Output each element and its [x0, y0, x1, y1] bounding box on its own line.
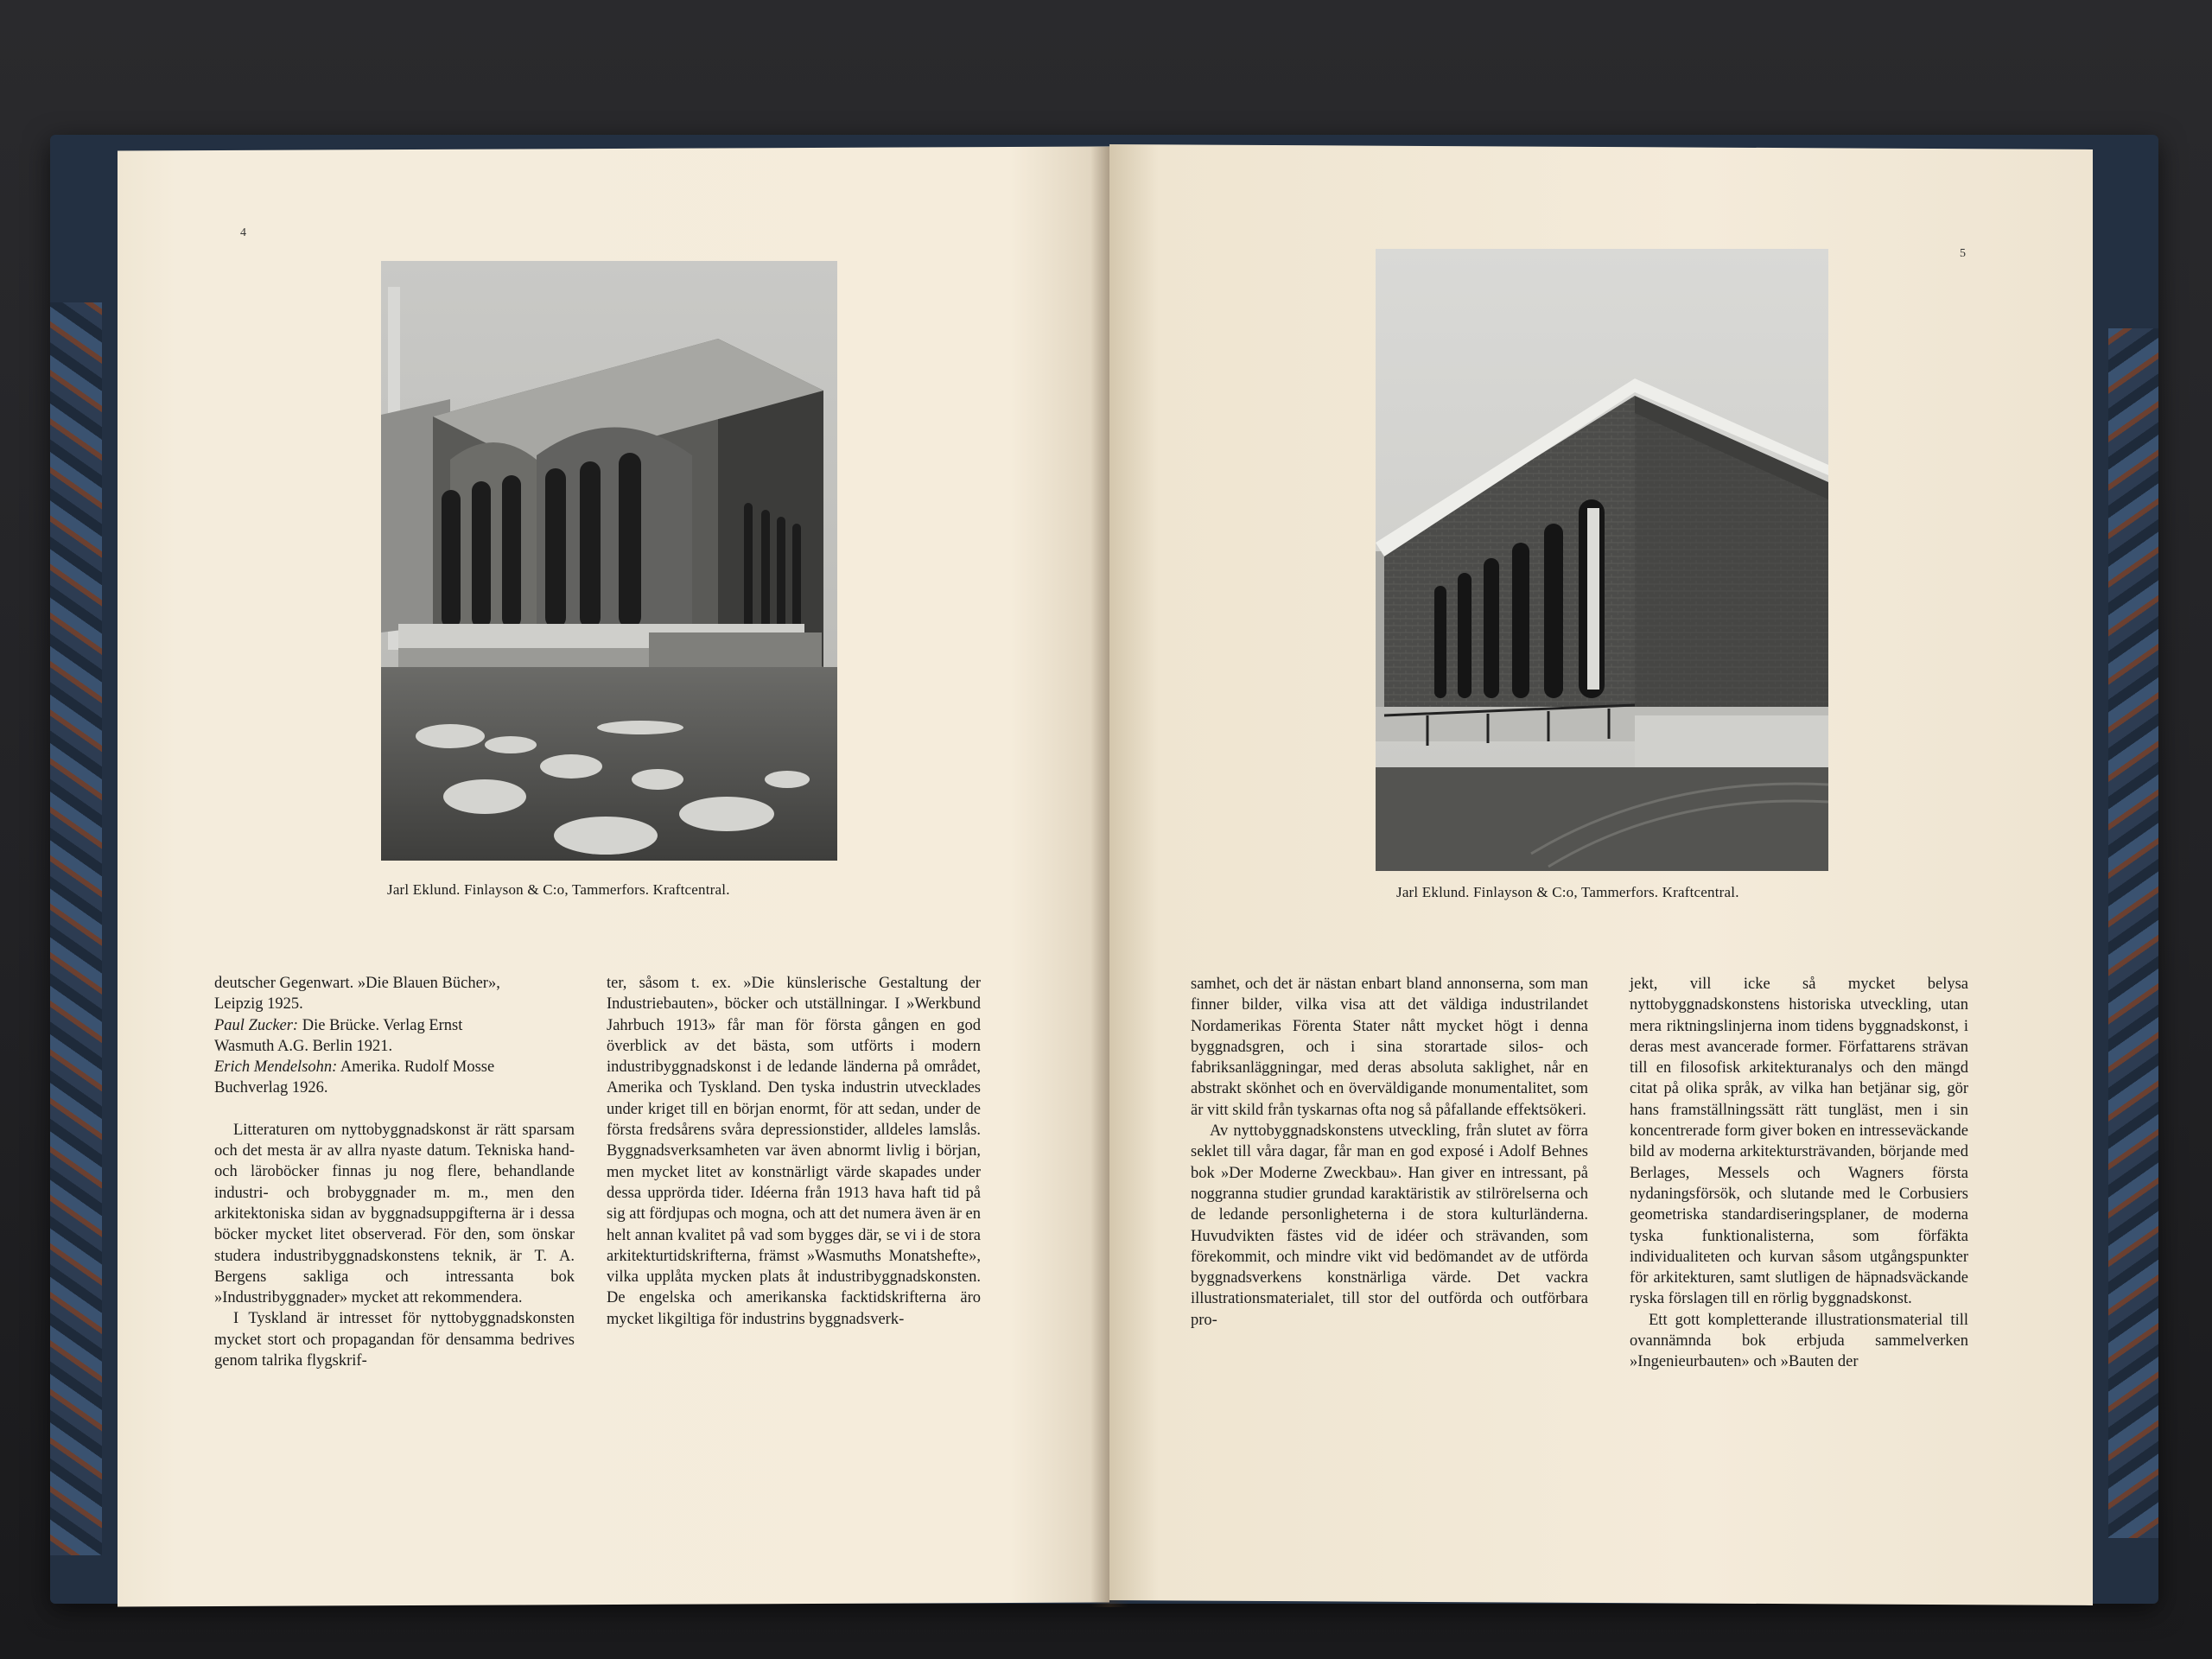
left-column-1 — [214, 973, 575, 1371]
left-page-number: 4 — [240, 226, 246, 239]
body-paragraph: ter, såsom t. ex. »Die künslerische Gestaltung der Industriebauten», böcker och utställningar. I »Werkbund Jahrbuch 1913» får man för första gången en god överblick av det bästa, som utförts i modern industribyggnadskonst i de ledande länderna på området, Amerika och Tyskland. Den tyska industrin utvecklades under kriget till en början enormt, för att sedan, under de första fredsårens svåra depressionstider, alldeles lamslås. Byggnadsverksamheten var även abnormt livlig i början, men mycket litet av konstnärligt värde skapades under dessa upprörda tider. Idéerna från 1913 hava haft tid på sig att fördjupas och mogna, och att det numera även är en helt annan kvalitet på vad som bygges där, se vi i de stora arkitekturtidskrifterna, främst »Wasmuths Monatshefte», vilka upplåta mycken plats åt industribyggnadskonsten. De engelska och amerikanska facktidskrifterna äro mycket likgiltiga för industrins byggnadsverk- — [607, 975, 981, 1328]
bibliography-title: Die Brücke. Verlag Ernst — [298, 1016, 463, 1034]
right-photo-power-station — [1376, 249, 1828, 871]
bibliography-line: Wasmuth A.G. Berlin 1921. — [214, 1037, 393, 1055]
body-paragraph: jekt, vill icke så mycket belysa nyttobyggnadskonstens historiska utveckling, utan mera riktningslinjerna inom tidens byggnadskonst, i deras mest avancerade former. Författarens strävan till en filosofisk arkitekturanalys och den mängd citat på olika språk, av vilka han betjänar sig, gör hans framställningssätt rätt tungläst, men i sin koncentrerade form giver boken en intresseväckande bild av moderna arkitektursträvanden, börjande med Berlages, Messels och Wagners första nydaningsförsök, och slutande med le Corbusiers geometriska standardiseringsplaner, de moderna tyska funktionalisterna, som förfäkta individualiteten och kurvan såsom utgångspunkter för arkitekturen, samt slutligen de häpnadsväckande ryska förslagen till en rörlig byggnadskonst. — [1630, 976, 1968, 1308]
marbled-endpaper-right — [2108, 328, 2158, 1538]
brick-building-illustration — [1376, 249, 1828, 871]
bibliography-line: Leipzig 1925. — [214, 995, 303, 1014]
left-photo-caption: Jarl Eklund. Finlayson & C:o, Tammerfors. Kraftcentral. — [387, 881, 730, 898]
left-column-2 — [607, 973, 981, 1330]
bibliography-author: Paul Zucker: — [214, 1016, 299, 1034]
bibliography-line: deutscher Gegenwart. »Die Blauen Bücher», — [214, 975, 500, 992]
body-paragraph: Av nyttobyggnadskonstens utveckling, från slutet av förra seklet till våra dagar, får man en god exposé i Adolf Behnes bok »Der Moderne Zweckbau». Han giver en intressant, på noggranna studier grundad karaktäristik av stilrörelserna och de ledande personligheterna i de stora kulturländerna. Huvudvikten fästes vid de idéer och strävanden, som förekommit, och mindre vikt vid bedömandet av de utförda byggnadsverkens konstnärliga värde. Det vackra illustrationsmaterialet, till stor del outförda och outförbara pro- — [1191, 1122, 1588, 1329]
bibliography-author: Erich Mendelsohn: — [214, 1058, 338, 1077]
body-paragraph: Ett gott kompletterande illustrationsmaterial till ovannämnda bok erbjuda sammelverken »Ingenieurbauten» och »Bauten der — [1630, 1311, 1968, 1371]
bibliography-line: Buchverlag 1926. — [214, 1079, 328, 1097]
bibliography-entry — [214, 1057, 575, 1077]
body-paragraph: Litteraturen om nyttobyggnadskonst är rätt sparsam och det mesta är av allra nyaste datum. Tekniska hand- och läroböcker finnas ju nog flere, behandlande industri- och brobyggnader m. m., men den arkitektoniska sidan av byggnadsuppgifterna är i dessa böcker mycket litet observerad. För den, som önskar studera industribyggnadskonstens teknik, är T. A. Bergens sakliga och intressanta bok »Industribyggnader» mycket att rekommendera. — [214, 1121, 575, 1307]
bibliography-entry — [214, 1015, 575, 1036]
right-photo-caption: Jarl Eklund. Finlayson & C:o, Tammerfors. Kraftcentral. — [1396, 884, 1739, 900]
body-paragraph: I Tyskland är intresset för nyttobyggnadskonsten mycket stort och propagandan för densamma bedrives genom talrika flygskrif- — [214, 1310, 575, 1370]
right-column-2 — [1630, 974, 1968, 1373]
bibliography-title: Amerika. Rudolf Mosse — [337, 1058, 495, 1077]
right-column-1 — [1191, 974, 1588, 1331]
marbled-endpaper-left — [50, 302, 102, 1555]
body-paragraph: samhet, och det är nästan enbart bland annonserna, som man finner bilder, vilka visa att det väldiga industrilandet Nordamerikas Förenta Stater nått mycket högt i denna byggnadsgren, och i sina storartade silos- och fabriksanläggningar, med deras absoluta saklighet, når en abstrakt skönhet och en överväldigande monumentalitet, som är vitt skild från tyskarnas ofta nog så påfallande effektsökeri. — [1191, 976, 1588, 1119]
right-page-number: 5 — [1960, 247, 1966, 260]
left-photo-power-station — [381, 261, 837, 861]
power-station-illustration — [381, 261, 837, 861]
